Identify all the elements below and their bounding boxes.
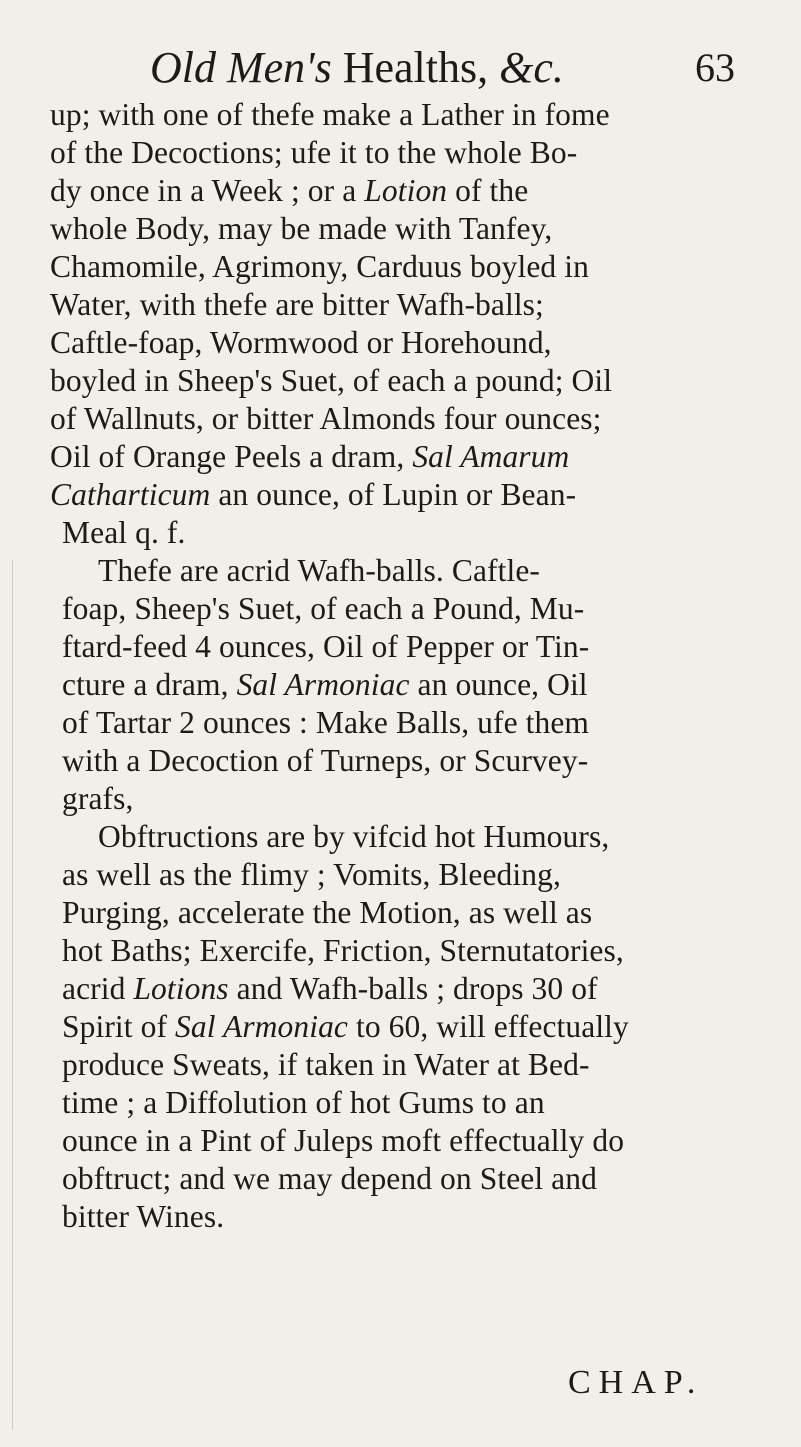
text-line bbox=[50, 514, 770, 552]
binding-shadow bbox=[12, 560, 13, 1430]
text-run: an ounce, Oil bbox=[409, 667, 588, 702]
header-title-italic: Old Men's bbox=[150, 43, 332, 92]
text-line bbox=[50, 476, 770, 514]
text-run: with a Decoction of Turneps, or Scurvey- bbox=[62, 743, 589, 778]
running-header bbox=[150, 40, 770, 96]
text-line bbox=[50, 438, 770, 476]
text-line bbox=[50, 666, 770, 704]
text-run: ounce in a Pint of Juleps moft effectually do bbox=[62, 1123, 625, 1158]
text-run: Oil of Orange Peels a dram, bbox=[50, 439, 413, 474]
text-run: grafs, bbox=[62, 781, 134, 816]
text-run: Spirit of bbox=[62, 1009, 176, 1044]
text-run: and Wafh-balls ; drops 30 of bbox=[228, 971, 598, 1006]
text-line bbox=[50, 1084, 770, 1122]
italic-text: Sal Armoniac bbox=[175, 1009, 349, 1044]
text-line bbox=[50, 818, 770, 856]
text-run: Meal q. f. bbox=[62, 515, 186, 550]
text-line bbox=[50, 362, 770, 400]
body-text bbox=[50, 96, 770, 1236]
text-line bbox=[50, 590, 770, 628]
catchword: CHAP. bbox=[568, 1364, 704, 1401]
header-etc: &c. bbox=[499, 43, 564, 92]
text-line bbox=[50, 1160, 770, 1198]
text-run: Obftructions are by vifcid hot Humours, bbox=[98, 819, 610, 854]
text-run: hot Baths; Exercife, Friction, Sternutatories, bbox=[62, 933, 624, 968]
text-run: produce Sweats, if taken in Water at Bed- bbox=[62, 1047, 590, 1082]
text-run: obftruct; and we may depend on Steel and bbox=[62, 1161, 597, 1196]
text-run: Thefe are acrid Wafh-balls. Caftle- bbox=[98, 553, 541, 588]
text-run: acrid bbox=[62, 971, 134, 1006]
text-run: ftard-feed 4 ounces, Oil of Pepper or Tin- bbox=[62, 629, 590, 664]
text-run: Chamomile, Agrimony, Carduus boyled in bbox=[50, 249, 589, 284]
text-line bbox=[50, 172, 770, 210]
text-line bbox=[50, 1198, 770, 1236]
italic-text: Catharticum bbox=[50, 477, 211, 512]
text-line bbox=[50, 96, 770, 134]
text-line bbox=[50, 704, 770, 742]
text-run: bitter Wines. bbox=[62, 1199, 225, 1234]
text-line bbox=[50, 742, 770, 780]
text-run: Caftle-foap, Wormwood or Horehound, bbox=[50, 325, 552, 360]
text-run: cture a dram, bbox=[62, 667, 237, 702]
text-line bbox=[50, 856, 770, 894]
text-line bbox=[50, 1008, 770, 1046]
italic-text: Lotions bbox=[133, 971, 229, 1006]
text-run: whole Body, may be made with Tanfey, bbox=[50, 211, 553, 246]
page-number: 63 bbox=[695, 45, 735, 90]
text-line bbox=[50, 1046, 770, 1084]
text-line bbox=[50, 970, 770, 1008]
text-line bbox=[50, 248, 770, 286]
text-run: of the bbox=[447, 173, 529, 208]
text-line bbox=[50, 324, 770, 362]
text-run: as well as the flimy ; Vomits, Bleeding, bbox=[62, 857, 561, 892]
text-line bbox=[50, 210, 770, 248]
text-run: time ; a Diffolution of hot Gums to an bbox=[62, 1085, 545, 1120]
italic-text: Sal Amarum bbox=[412, 439, 570, 474]
text-line bbox=[50, 1122, 770, 1160]
text-run: of Tartar 2 ounces : Make Balls, ufe them bbox=[62, 705, 590, 740]
text-line bbox=[50, 932, 770, 970]
text-line bbox=[50, 400, 770, 438]
text-line bbox=[50, 894, 770, 932]
text-line bbox=[50, 552, 770, 590]
text-run: dy once in a Week ; or a bbox=[50, 173, 365, 208]
text-line bbox=[50, 780, 770, 818]
text-run: of Wallnuts, or bitter Almonds four ounces; bbox=[50, 401, 602, 436]
text-run: of the Decoctions; ufe it to the whole Bo- bbox=[50, 135, 578, 170]
italic-text: Lotion bbox=[364, 173, 448, 208]
text-line bbox=[50, 134, 770, 172]
text-run: Purging, accelerate the Motion, as well as bbox=[62, 895, 593, 930]
text-run: an ounce, of Lupin or Bean- bbox=[210, 477, 577, 512]
text-run: boyled in Sheep's Suet, of each a pound; Oil bbox=[50, 363, 613, 398]
text-run: Water, with thefe are bitter Wafh-balls; bbox=[50, 287, 544, 322]
text-line bbox=[50, 628, 770, 666]
text-run: foap, Sheep's Suet, of each a Pound, Mu- bbox=[62, 591, 585, 626]
header-title-rest: Healths, bbox=[342, 43, 489, 92]
text-run: to 60, will effectually bbox=[348, 1009, 629, 1044]
text-run: up; with one of thefe make a Lather in fome bbox=[50, 97, 610, 132]
italic-text: Sal Armoniac bbox=[236, 667, 410, 702]
text-line bbox=[50, 286, 770, 324]
